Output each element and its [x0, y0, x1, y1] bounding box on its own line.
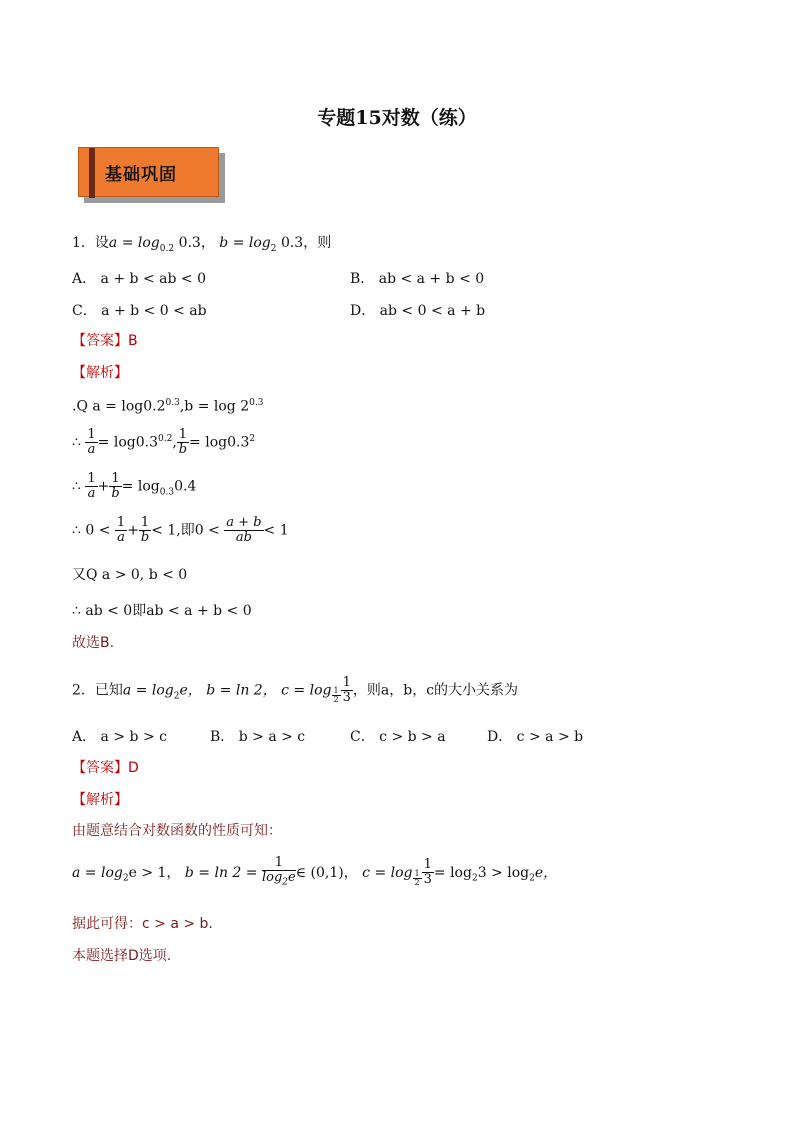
- q1-step-6: ∴ ab < 0即ab < a + b < 0: [72, 603, 252, 619]
- q1-option-d: D． ab < 0 < a + b: [350, 303, 486, 319]
- q2-step-2-a-base: 2: [122, 873, 129, 884]
- fraction-1-over-b: $\frac{1}{b}$: [140, 515, 150, 545]
- q2-a-arg: e，: [179, 682, 202, 699]
- q1-step-3: ∴ $\frac{1}{a}$ + $\frac{1}{b}$ = $\log_{0.3}0.4$: [72, 471, 197, 501]
- fraction-a-plus-b-over-ab: $\frac{a + b}{ab}$: [226, 515, 262, 545]
- q2-step-3: 据此可得：c > a > b.: [72, 916, 213, 932]
- q1-b-base: 2: [270, 243, 277, 254]
- fraction-1-over-b: $\frac{1}{b}$: [111, 471, 120, 501]
- q1-answer: 【答案】B: [72, 333, 138, 349]
- q1-step-2: ∴ $\frac{1}{a}$ = $\log 0.3^{0.2}$, $\frac{1}{b}$ = $\log 0.3^2$: [72, 427, 256, 457]
- q2-step-2-a: a = log: [72, 864, 123, 881]
- banner-bar: [89, 148, 95, 198]
- q1-step-5: 又Q a > 0, b < 0: [72, 567, 188, 583]
- q2-step-2-c-end: e，: [534, 864, 558, 881]
- q1-option-b: B． ab < a + b < 0: [350, 271, 485, 287]
- q2-option-d: D． c > a > b: [487, 729, 584, 745]
- q1-step-1-b: ,b = log 2: [179, 398, 250, 415]
- q1-step-3-base: 0.3: [159, 487, 175, 498]
- q2-b-def: b = ln 2，: [206, 682, 277, 699]
- q1-step-4: ∴ 0 < $\frac{1}{a}$ + $\frac{1}{b}$ < 1,即0 < $\frac{a + b}{ab}$ < 1: [72, 515, 289, 545]
- q1-step-3-tail: = log: [121, 478, 160, 495]
- fraction-1-over-a: $\frac{1}{a}$: [116, 515, 126, 545]
- q1-step-1-b-exp: 0.3: [249, 398, 264, 408]
- q1-step-3-end: 0.4: [174, 478, 197, 495]
- q1-step-4-end: < 1: [263, 522, 289, 539]
- q1-step-2-mid: = log0.3: [97, 434, 158, 451]
- q2-option-c: C． c > b > a: [350, 729, 446, 745]
- q2-step-2-c-tail: = log: [433, 864, 472, 881]
- q1-b-def: b = log: [219, 235, 271, 251]
- q2-step-2-c-tail2: 3 > log: [477, 864, 530, 881]
- q1-number: 1．设: [72, 235, 109, 251]
- q2-step-2-b: b = ln 2 =: [184, 864, 258, 881]
- q1-a-arg: 0.3，: [178, 235, 215, 251]
- q1-step-1: [72, 398, 263, 415]
- q2-step-1: 由题意结合对数函数的性质可知：: [72, 823, 282, 839]
- q2-c-arg-third: $\frac{1}{3}$: [342, 675, 351, 705]
- q1-step-4-mid: < 1,即0 <: [151, 522, 220, 539]
- q1-step-4-prefix: ∴ 0 <: [72, 522, 111, 539]
- fraction-1-over-log2e: $\frac{1}{\log_2e}$: [261, 855, 296, 888]
- q2-stem: [72, 676, 518, 705]
- q2-a-def: a = log: [122, 682, 174, 699]
- q2-c-def: c = log: [281, 682, 332, 699]
- q1-conclusion: 故选B.: [72, 635, 115, 651]
- banner-label: 基础巩固: [105, 165, 177, 185]
- section-banner: [78, 147, 225, 203]
- q2-option-b: B． b > a > c: [210, 729, 306, 745]
- q1-option-c: C． a + b < 0 < ab: [72, 303, 207, 319]
- q1-step-1-a-exp: 0.3: [165, 398, 180, 408]
- q1-step-2-mid2: = log0.3: [189, 434, 250, 451]
- q2-step-2-c-base2: 2: [471, 873, 478, 884]
- q2-c-tail: ，则a，b，c的大小关系为: [352, 682, 519, 699]
- q2-option-a: A． a > b > c: [72, 729, 167, 745]
- q1-a-base: 0.2: [159, 243, 175, 254]
- q1-b-arg: 0.3，则: [280, 235, 332, 251]
- q1-a-def: a = log: [108, 235, 160, 251]
- q2-analysis-tag: 【解析】: [72, 792, 128, 808]
- q2-step-2-c-base3: 2: [529, 873, 535, 884]
- q2-step-2-c: c = log: [362, 864, 413, 881]
- fraction-1-over-b: $\frac{1}{b}$: [178, 427, 188, 457]
- fraction-1-over-a: $\frac{1}{a}$: [87, 471, 96, 501]
- q2-a-base: 2: [173, 691, 180, 702]
- q1-stem: [72, 232, 331, 254]
- q1-step-2-exp1: 0.2: [157, 433, 173, 444]
- q2-number: 2．已知: [72, 682, 123, 699]
- q1-analysis-tag: 【解析】: [72, 365, 128, 381]
- q2-step-2-b-tail: ∈ (0,1)，: [295, 864, 358, 881]
- fraction-1-over-3: $\frac{1}{3}$: [423, 857, 432, 888]
- q2-step-2-c-base-half: 1 2: [414, 868, 420, 887]
- q1-step-1-a: .Q a = log0.2: [72, 398, 166, 415]
- q2-step-2: [72, 856, 557, 890]
- q2-c-base-half: 1 2: [333, 686, 339, 705]
- q2-step-2-a-tail: e > 1，: [128, 864, 181, 881]
- q1-option-a: A． a + b < ab < 0: [72, 271, 206, 287]
- page-title: 专题15对数（练）: [317, 107, 477, 129]
- fraction-1-over-a: $\frac{1}{a}$: [87, 427, 96, 457]
- therefore-sign: ∴: [72, 434, 81, 451]
- banner-box: [78, 147, 219, 197]
- q1-step-2-exp2: 2: [249, 433, 256, 444]
- q2-step-4: 本题选择D选项.: [72, 948, 172, 964]
- therefore-sign: ∴: [72, 478, 81, 495]
- q2-answer: 【答案】D: [72, 760, 139, 776]
